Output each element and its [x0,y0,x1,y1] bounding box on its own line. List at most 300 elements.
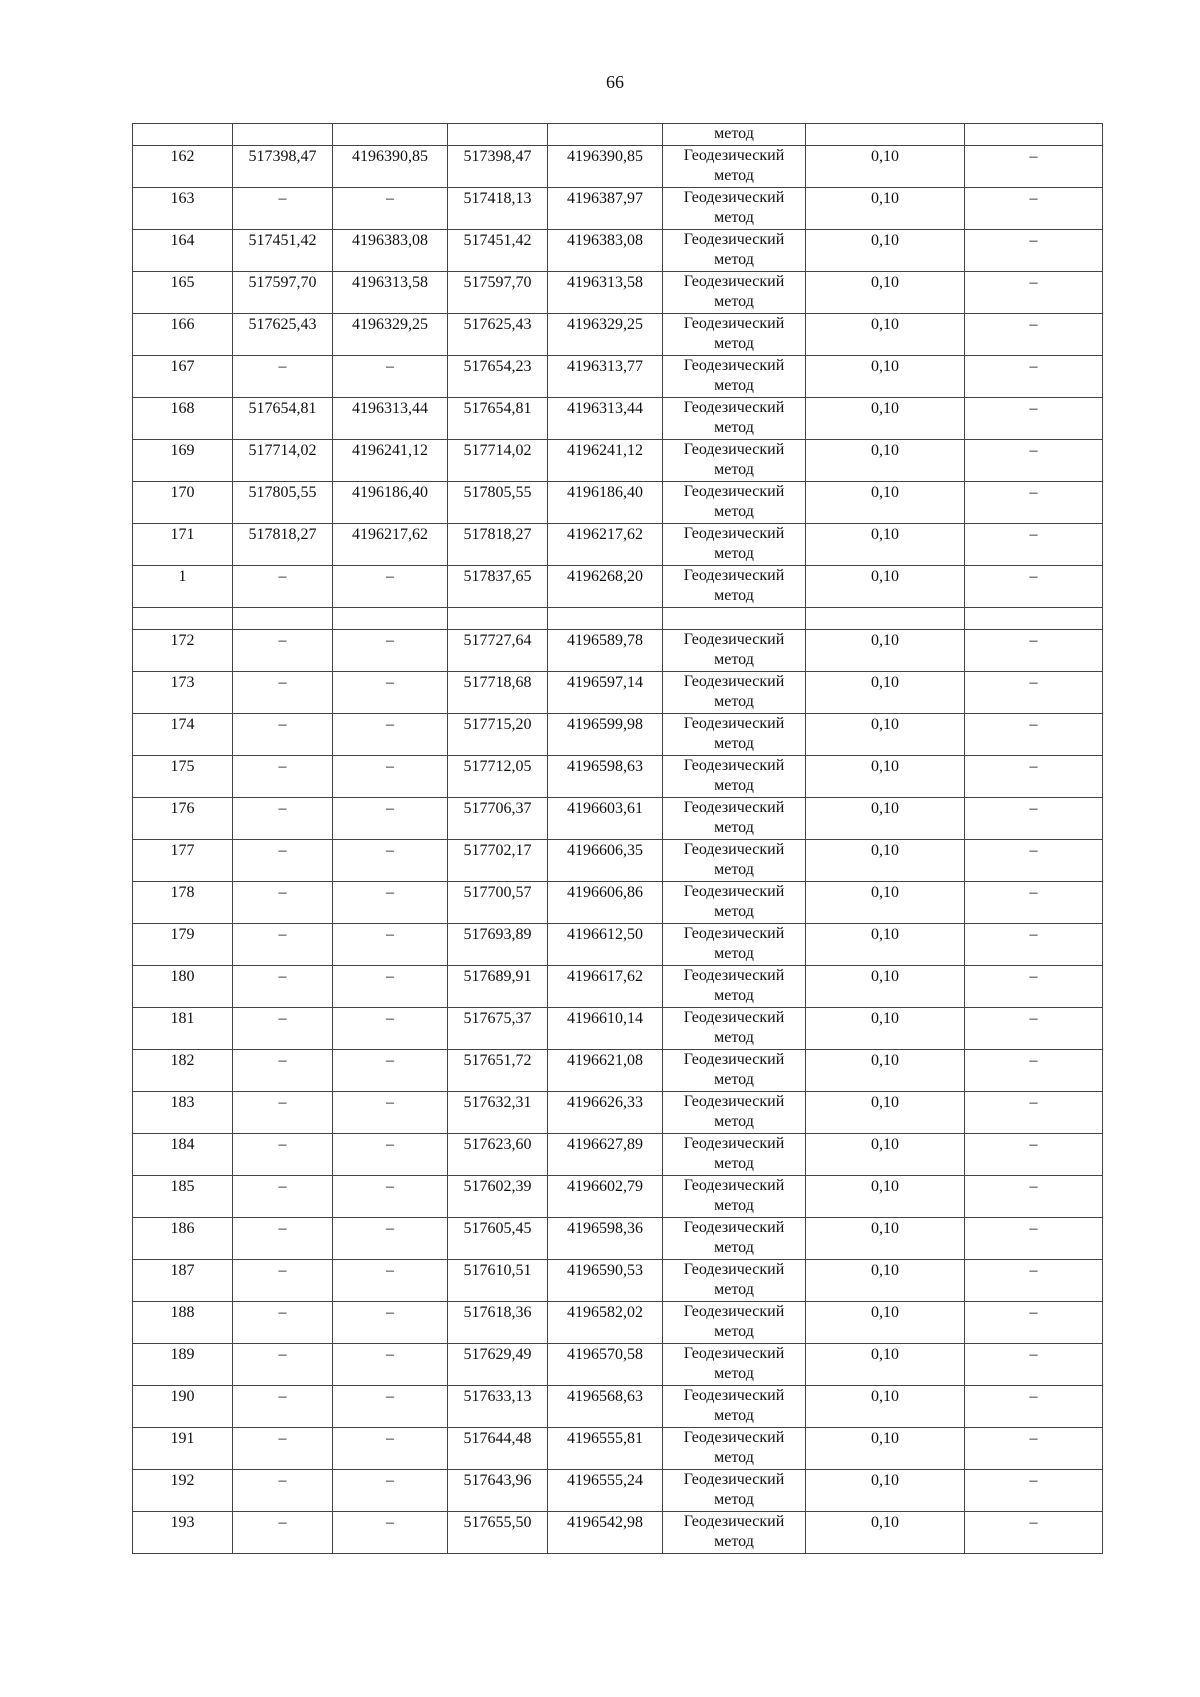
table-row [133,230,1103,272]
table-row [133,1008,1103,1050]
existing-x-cell: – [233,714,333,756]
new-x-cell: 517398,47 [448,146,548,188]
point-number-cell: 178 [133,882,233,924]
method-cell: Геодезический метод [663,1470,806,1512]
existing-y-cell: 4196313,58 [333,272,448,314]
existing-y-cell: – [333,1344,448,1386]
table-row [133,482,1103,524]
existing-y-cell: – [333,1134,448,1176]
empty-cell [133,608,233,630]
point-number-cell: 167 [133,356,233,398]
point-number-cell: 164 [133,230,233,272]
new-x-cell: 517714,02 [448,440,548,482]
note-cell: – [965,314,1103,356]
new-x-cell: 517654,23 [448,356,548,398]
accuracy-cell: 0,10 [806,440,965,482]
note-cell: – [965,714,1103,756]
accuracy-cell: 0,10 [806,1386,965,1428]
table-row [133,1512,1103,1554]
method-cell: Геодезический метод [663,398,806,440]
existing-x-cell: 517451,42 [233,230,333,272]
new-x-cell: 517629,49 [448,1344,548,1386]
new-y-cell: 4196268,20 [548,566,663,608]
note-cell: – [965,230,1103,272]
new-y-cell: 4196582,02 [548,1302,663,1344]
table-row [133,714,1103,756]
table-row [133,440,1103,482]
note-cell: – [965,188,1103,230]
method-cell: Геодезический метод [663,1428,806,1470]
empty-cell [548,608,663,630]
accuracy-cell: 0,10 [806,756,965,798]
method-cell: Геодезический метод [663,1260,806,1302]
existing-y-cell: – [333,1260,448,1302]
method-cell: Геодезический метод [663,314,806,356]
note-cell: – [965,840,1103,882]
existing-y-cell: – [333,1218,448,1260]
method-cell: Геодезический метод [663,798,806,840]
existing-y-cell: – [333,840,448,882]
new-y-cell: 4196241,12 [548,440,663,482]
note-cell: – [965,756,1103,798]
new-x-cell: 517715,20 [448,714,548,756]
existing-x-cell: – [233,672,333,714]
new-x-cell: 517623,60 [448,1134,548,1176]
table-row [133,524,1103,566]
point-number-cell: 183 [133,1092,233,1134]
point-number-cell: 171 [133,524,233,566]
empty-cell [448,608,548,630]
table-row [133,1470,1103,1512]
existing-y-cell: – [333,924,448,966]
table-row [133,1092,1103,1134]
new-y-cell: 4196599,98 [548,714,663,756]
table-row [133,1218,1103,1260]
note-cell: – [965,1344,1103,1386]
new-y-cell: 4196570,58 [548,1344,663,1386]
method-cell: Геодезический метод [663,882,806,924]
new-x-cell: 517605,45 [448,1218,548,1260]
new-x-cell: 517618,36 [448,1302,548,1344]
point-number-cell: 191 [133,1428,233,1470]
new-x-cell: 517633,13 [448,1386,548,1428]
point-number-cell: 180 [133,966,233,1008]
accuracy-cell: 0,10 [806,1260,965,1302]
new-x-cell: 517597,70 [448,272,548,314]
new-y-cell: 4196602,79 [548,1176,663,1218]
existing-x-cell: 517714,02 [233,440,333,482]
existing-x-cell: 517654,81 [233,398,333,440]
existing-x-cell: – [233,1386,333,1428]
new-x-cell: 517702,17 [448,840,548,882]
method-cell: Геодезический метод [663,714,806,756]
page-number: 66 [606,72,624,92]
new-y-cell: 4196627,89 [548,1134,663,1176]
note-cell: – [965,272,1103,314]
point-number-cell: 192 [133,1470,233,1512]
existing-y-cell: 4196186,40 [333,482,448,524]
existing-x-cell: – [233,1344,333,1386]
existing-x-cell: 517805,55 [233,482,333,524]
existing-y-cell: – [333,798,448,840]
new-y-cell: 4196313,58 [548,272,663,314]
new-x-cell: 517643,96 [448,1470,548,1512]
existing-x-cell: 517818,27 [233,524,333,566]
existing-y-cell: – [333,630,448,672]
new-x-cell: 517712,05 [448,756,548,798]
new-x-cell: 517654,81 [448,398,548,440]
table-cell [965,124,1103,146]
existing-y-cell: – [333,1302,448,1344]
existing-x-cell: – [233,1176,333,1218]
table-row [133,146,1103,188]
point-number-cell: 182 [133,1050,233,1092]
existing-y-cell: 4196241,12 [333,440,448,482]
new-x-cell: 517693,89 [448,924,548,966]
accuracy-cell: 0,10 [806,524,965,566]
new-y-cell: 4196606,35 [548,840,663,882]
new-y-cell: 4196606,86 [548,882,663,924]
accuracy-cell: 0,10 [806,1050,965,1092]
empty-cell [965,608,1103,630]
new-y-cell: 4196387,97 [548,188,663,230]
existing-y-cell: – [333,1176,448,1218]
table-cell [333,124,448,146]
new-y-cell: 4196617,62 [548,966,663,1008]
table-row [133,1344,1103,1386]
method-cell: Геодезический метод [663,482,806,524]
existing-x-cell: – [233,1260,333,1302]
method-cell: Геодезический метод [663,1344,806,1386]
empty-cell [663,608,806,630]
point-number-cell: 175 [133,756,233,798]
method-cell: Геодезический метод [663,566,806,608]
method-cell: Геодезический метод [663,1008,806,1050]
existing-y-cell: 4196217,62 [333,524,448,566]
new-y-cell: 4196598,36 [548,1218,663,1260]
note-cell: – [965,566,1103,608]
existing-x-cell: 517597,70 [233,272,333,314]
method-cell: Геодезический метод [663,1050,806,1092]
accuracy-cell: 0,10 [806,1470,965,1512]
existing-x-cell: 517625,43 [233,314,333,356]
coordinates-table [132,123,1103,1554]
new-y-cell: 4196329,25 [548,314,663,356]
table-row [133,272,1103,314]
existing-y-cell: 4196390,85 [333,146,448,188]
new-y-cell: 4196313,77 [548,356,663,398]
accuracy-cell: 0,10 [806,314,965,356]
accuracy-cell: 0,10 [806,966,965,1008]
new-x-cell: 517805,55 [448,482,548,524]
point-number-cell: 177 [133,840,233,882]
note-cell: – [965,398,1103,440]
point-number-cell: 174 [133,714,233,756]
existing-x-cell: – [233,1428,333,1470]
new-y-cell: 4196603,61 [548,798,663,840]
existing-y-cell: – [333,672,448,714]
point-number-cell: 163 [133,188,233,230]
new-y-cell: 4196390,85 [548,146,663,188]
accuracy-cell: 0,10 [806,398,965,440]
new-x-cell: 517837,65 [448,566,548,608]
existing-x-cell: – [233,1470,333,1512]
existing-y-cell: 4196313,44 [333,398,448,440]
table-row [133,798,1103,840]
new-x-cell: 517706,37 [448,798,548,840]
method-cell: Геодезический метод [663,524,806,566]
new-y-cell: 4196555,81 [548,1428,663,1470]
note-cell: – [965,1008,1103,1050]
method-cell: Геодезический метод [663,1134,806,1176]
new-y-cell: 4196313,44 [548,398,663,440]
method-cell: Геодезический метод [663,966,806,1008]
method-cell: Геодезический метод [663,272,806,314]
new-x-cell: 517610,51 [448,1260,548,1302]
existing-y-cell: 4196329,25 [333,314,448,356]
note-cell: – [965,1092,1103,1134]
note-cell: – [965,1470,1103,1512]
note-cell: – [965,440,1103,482]
table-row [133,314,1103,356]
method-cell: Геодезический метод [663,356,806,398]
new-y-cell: 4196598,63 [548,756,663,798]
table-cell [233,124,333,146]
note-cell: – [965,966,1103,1008]
existing-x-cell: – [233,924,333,966]
method-cell: Геодезический метод [663,1218,806,1260]
table-row [133,356,1103,398]
new-x-cell: 517625,43 [448,314,548,356]
existing-x-cell: – [233,1008,333,1050]
note-cell: – [965,1428,1103,1470]
method-cell: Геодезический метод [663,1512,806,1554]
existing-x-cell: – [233,630,333,672]
empty-cell [333,608,448,630]
method-cell: Геодезический метод [663,1092,806,1134]
existing-y-cell: – [333,1050,448,1092]
separator-row [133,608,1103,630]
existing-x-cell: – [233,188,333,230]
existing-y-cell: – [333,188,448,230]
new-x-cell: 517451,42 [448,230,548,272]
accuracy-cell: 0,10 [806,672,965,714]
method-cell: Геодезический метод [663,440,806,482]
point-number-cell: 190 [133,1386,233,1428]
existing-x-cell: – [233,566,333,608]
accuracy-cell: 0,10 [806,882,965,924]
table-row [133,1260,1103,1302]
new-y-cell: 4196610,14 [548,1008,663,1050]
note-cell: – [965,1260,1103,1302]
existing-y-cell: – [333,1512,448,1554]
new-y-cell: 4196597,14 [548,672,663,714]
method-cell: Геодезический метод [663,1386,806,1428]
existing-x-cell: – [233,1050,333,1092]
accuracy-cell: 0,10 [806,714,965,756]
existing-x-cell: – [233,1512,333,1554]
note-cell: – [965,924,1103,966]
new-x-cell: 517727,64 [448,630,548,672]
new-x-cell: 517651,72 [448,1050,548,1092]
accuracy-cell: 0,10 [806,924,965,966]
new-y-cell: 4196589,78 [548,630,663,672]
new-x-cell: 517718,68 [448,672,548,714]
note-cell: – [965,1050,1103,1092]
point-number-cell: 181 [133,1008,233,1050]
point-number-cell: 185 [133,1176,233,1218]
method-cell: Геодезический метод [663,1176,806,1218]
note-cell: – [965,1176,1103,1218]
point-number-cell: 176 [133,798,233,840]
table-row [133,924,1103,966]
method-cell: Геодезический метод [663,188,806,230]
existing-y-cell: – [333,1092,448,1134]
point-number-cell: 184 [133,1134,233,1176]
accuracy-cell: 0,10 [806,1134,965,1176]
table-cell [133,124,233,146]
table-row [133,1302,1103,1344]
point-number-cell: 1 [133,566,233,608]
existing-y-cell: – [333,714,448,756]
accuracy-cell: 0,10 [806,1512,965,1554]
accuracy-cell: 0,10 [806,1092,965,1134]
accuracy-cell: 0,10 [806,1302,965,1344]
note-cell: – [965,1386,1103,1428]
accuracy-cell: 0,10 [806,566,965,608]
accuracy-cell: 0,10 [806,1344,965,1386]
accuracy-cell: 0,10 [806,1176,965,1218]
accuracy-cell: 0,10 [806,630,965,672]
point-number-cell: 169 [133,440,233,482]
new-x-cell: 517418,13 [448,188,548,230]
note-cell: – [965,146,1103,188]
empty-cell [233,608,333,630]
table-row [133,1428,1103,1470]
continuation-method-cell: метод [663,124,806,146]
existing-x-cell: – [233,966,333,1008]
note-cell: – [965,630,1103,672]
method-cell: Геодезический метод [663,146,806,188]
new-x-cell: 517644,48 [448,1428,548,1470]
accuracy-cell: 0,10 [806,230,965,272]
accuracy-cell: 0,10 [806,1008,965,1050]
method-cell: Геодезический метод [663,1302,806,1344]
new-x-cell: 517689,91 [448,966,548,1008]
existing-y-cell: – [333,356,448,398]
accuracy-cell: 0,10 [806,188,965,230]
existing-x-cell: – [233,798,333,840]
point-number-cell: 168 [133,398,233,440]
accuracy-cell: 0,10 [806,146,965,188]
existing-y-cell: 4196383,08 [333,230,448,272]
table-row [133,882,1103,924]
table-cell [548,124,663,146]
existing-x-cell: – [233,756,333,798]
table-cell [448,124,548,146]
new-x-cell: 517632,31 [448,1092,548,1134]
existing-x-cell: – [233,1302,333,1344]
new-y-cell: 4196590,53 [548,1260,663,1302]
table-row [133,630,1103,672]
table-row [133,840,1103,882]
accuracy-cell: 0,10 [806,840,965,882]
accuracy-cell: 0,10 [806,272,965,314]
point-number-cell: 166 [133,314,233,356]
accuracy-cell: 0,10 [806,482,965,524]
table-row [133,1386,1103,1428]
table-row [133,188,1103,230]
new-y-cell: 4196626,33 [548,1092,663,1134]
table-row [133,1050,1103,1092]
note-cell: – [965,1302,1103,1344]
note-cell: – [965,482,1103,524]
note-cell: – [965,798,1103,840]
new-x-cell: 517700,57 [448,882,548,924]
note-cell: – [965,882,1103,924]
new-y-cell: 4196555,24 [548,1470,663,1512]
accuracy-cell: 0,10 [806,1428,965,1470]
new-y-cell: 4196186,40 [548,482,663,524]
method-cell: Геодезический метод [663,630,806,672]
table-row [133,398,1103,440]
note-cell: – [965,1512,1103,1554]
new-y-cell: 4196217,62 [548,524,663,566]
point-number-cell: 186 [133,1218,233,1260]
existing-y-cell: – [333,756,448,798]
table-row [133,756,1103,798]
note-cell: – [965,672,1103,714]
existing-x-cell: – [233,1218,333,1260]
new-x-cell: 517655,50 [448,1512,548,1554]
existing-y-cell: – [333,566,448,608]
point-number-cell: 187 [133,1260,233,1302]
note-cell: – [965,356,1103,398]
existing-y-cell: – [333,1470,448,1512]
table-row [133,1134,1103,1176]
new-y-cell: 4196612,50 [548,924,663,966]
point-number-cell: 189 [133,1344,233,1386]
point-number-cell: 179 [133,924,233,966]
existing-y-cell: – [333,1008,448,1050]
new-x-cell: 517675,37 [448,1008,548,1050]
new-y-cell: 4196542,98 [548,1512,663,1554]
method-cell: Геодезический метод [663,672,806,714]
existing-x-cell: – [233,882,333,924]
existing-y-cell: – [333,1428,448,1470]
method-cell: Геодезический метод [663,924,806,966]
existing-x-cell: – [233,356,333,398]
existing-y-cell: – [333,1386,448,1428]
point-number-cell: 170 [133,482,233,524]
accuracy-cell: 0,10 [806,798,965,840]
new-y-cell: 4196621,08 [548,1050,663,1092]
existing-y-cell: – [333,882,448,924]
accuracy-cell: 0,10 [806,1218,965,1260]
new-y-cell: 4196568,63 [548,1386,663,1428]
empty-cell [806,608,965,630]
method-cell: Геодезический метод [663,230,806,272]
new-y-cell: 4196383,08 [548,230,663,272]
existing-x-cell: – [233,840,333,882]
new-x-cell: 517602,39 [448,1176,548,1218]
method-cell: Геодезический метод [663,840,806,882]
note-cell: – [965,524,1103,566]
point-number-cell: 193 [133,1512,233,1554]
table-row [133,1176,1103,1218]
table-cell [806,124,965,146]
point-number-cell: 173 [133,672,233,714]
